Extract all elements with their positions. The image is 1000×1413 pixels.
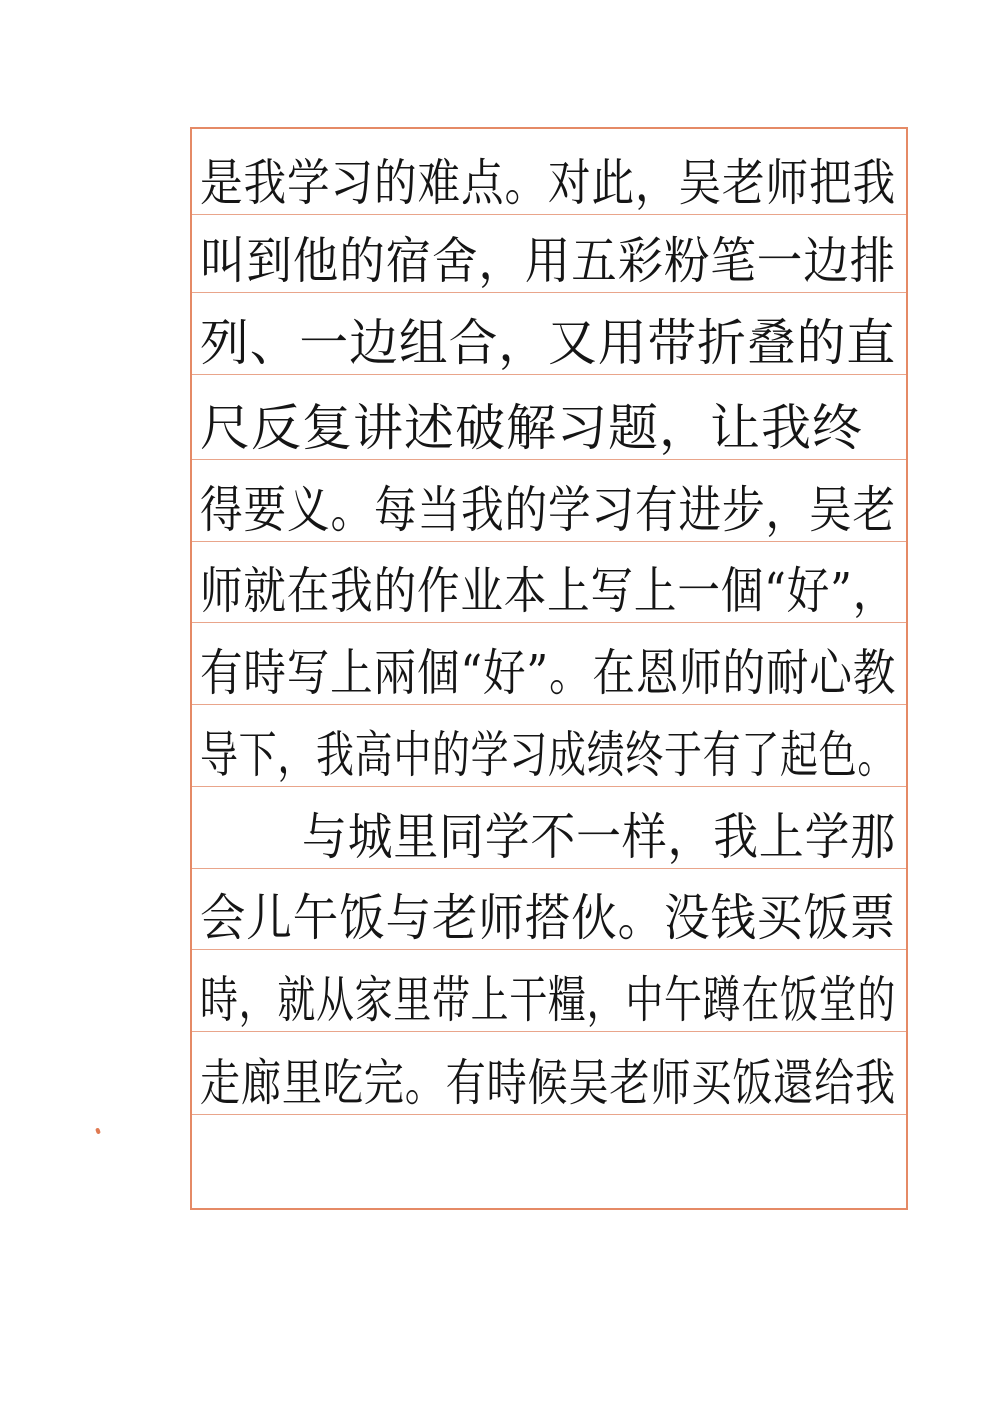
ruled-line [192,622,906,623]
handwritten-line [200,562,900,620]
ruled-line [192,868,906,869]
ruled-line [192,374,906,375]
ruled-line [192,1114,906,1115]
handwritten-line-text: 有時写上兩個“好”。在恩师的耐心教 [200,644,897,702]
handwritten-line-text: 师就在我的作业本上写上一個“好”， [200,562,897,620]
handwritten-line-text: 列、一边组合，又用带折叠的直 [200,314,896,372]
handwritten-line [200,399,900,457]
ruled-line [192,292,906,293]
handwritten-line-text: 得要义。每当我的学习有进步，吴老 [200,481,896,539]
handwritten-line [200,726,900,784]
handwritten-line [200,1054,900,1112]
handwritten-line [200,154,900,212]
handwritten-line-text: 叫到他的宿舍，用五彩粉笔一边排 [200,232,896,290]
handwritten-line-text: 時，就从家里带上干糧，中午蹲在饭堂的 [200,971,896,1029]
handwritten-line [200,971,900,1029]
handwritten-line [200,644,900,702]
ruled-line [192,949,906,950]
handwritten-line [200,889,900,947]
handwritten-line [200,314,900,372]
handwritten-line [200,481,900,539]
handwritten-line-text: 走廊里吃完。有時候吴老师买饭還给我 [200,1054,896,1112]
ruled-line [192,541,906,542]
paragraph-first-line-text: 与城里同学不一样，我上学那 [302,808,896,866]
handwritten-line [200,232,900,290]
ruled-line [192,459,906,460]
ruled-line [192,1031,906,1032]
handwritten-line-text: 是我学习的难点。对此，吴老师把我 [200,154,896,212]
handwritten-line-text: 导下，我高中的学习成绩终于有了起色。 [200,726,896,784]
handwritten-line-text: 会儿午饭与老师搭伙。没钱买饭票 [200,889,896,947]
ruled-line [192,214,906,215]
handwritten-line-text: 尺反复讲述破解习题，让我终 [200,399,863,457]
ink-speck [95,1127,101,1134]
handwritten-line [200,808,900,866]
ruled-line [192,704,906,705]
ruled-line [192,786,906,787]
ruled-writing-sheet [190,127,908,1210]
